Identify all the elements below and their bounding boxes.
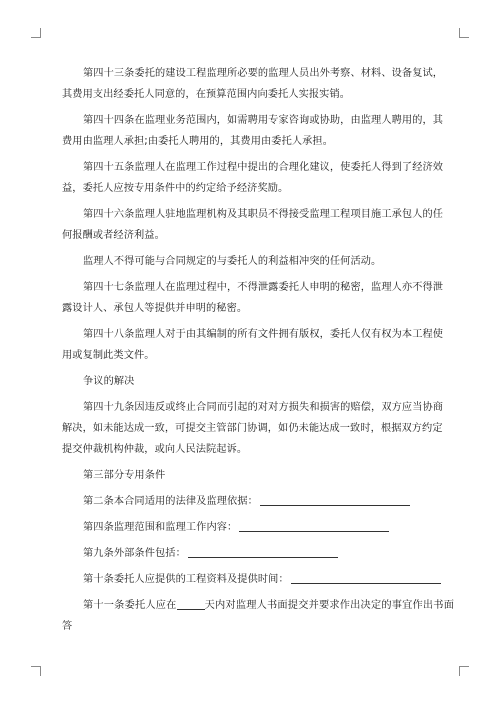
- paragraph-line: 费用由监理人承担;由委托人聘用的，其费用由委托人承担。: [62, 136, 334, 147]
- paragraph-line: 第四十六条监理人驻地监理机构及其职员不得接受监理工程项目施工承包人的任: [83, 209, 444, 220]
- paragraph-line: 第四十四条在监理业务范围内，如需聘用专家咨询或协助，由监理人聘用的，其: [83, 115, 444, 126]
- paragraph-line: 益，委托人应按专用条件中的约定给予经济奖励。: [62, 183, 289, 194]
- clause-paragraph-last: [62, 595, 454, 637]
- paragraph-line: 第三部分专用条件: [83, 470, 166, 481]
- blank-fill-line[interactable]: [188, 546, 338, 558]
- clause-paragraph: [62, 110, 454, 152]
- crop-mark-top-right: [459, 28, 469, 38]
- blank-fill-days[interactable]: [177, 598, 205, 610]
- clause-paragraph: [62, 251, 454, 272]
- blank-fill-line[interactable]: [260, 494, 410, 506]
- fill-in-label: 第二条本合同适用的法律及监理依据：: [83, 496, 258, 507]
- clause-paragraph: [62, 397, 454, 460]
- fill-in-label: 第十条委托人应提供的工程资料及提供时间：: [83, 574, 289, 585]
- clause-paragraph: [62, 277, 454, 319]
- clause-paragraph: [62, 204, 454, 246]
- paragraph-line: 第四十七条监理人在监理过程中，不得泄露委托人申明的秘密，监理人亦不得泄: [83, 282, 444, 293]
- crop-mark-bottom-right: [459, 666, 469, 676]
- paragraph-line: 争议的解决: [83, 376, 135, 387]
- clause-paragraph: [62, 324, 454, 366]
- fill-in-clause: [62, 491, 454, 512]
- paragraph-line: 其费用支出经委托人同意的，在预算范围内向委托人实报实销。: [62, 89, 351, 100]
- paragraph-line: 提交仲裁机构仲裁，或向人民法院起诉。: [62, 444, 248, 455]
- clause-paragraph: [62, 63, 454, 105]
- paragraph-line: 第四十三条委托的建设工程监理所必要的监理人员出外考察、材料、设备复试，: [83, 68, 444, 79]
- clause-paragraph: [62, 157, 454, 199]
- clause-paragraph: [62, 371, 454, 392]
- fill-in-clause: [62, 569, 454, 590]
- clause-text-after: 天内对监理人书面提交并要求作出决定的事宜作出书面答: [62, 600, 454, 632]
- clause-paragraph: [62, 465, 454, 486]
- clause-text-before: 第十一条委托人应在: [83, 600, 177, 611]
- paragraph-line: 监理人不得可能与合同规定的与委托人的利益相冲突的任何活动。: [83, 256, 382, 267]
- paragraph-line: 第四十八条监理人对于由其编制的所有文件拥有版权，委托人仅有权为本工程使: [83, 329, 444, 340]
- paragraph-line: 用或复制此类文件。: [62, 350, 155, 361]
- fill-in-clause: [62, 517, 454, 538]
- fill-in-label: 第九条外部条件包括：: [83, 548, 186, 559]
- paragraph-line: 何报酬或者经济利益。: [62, 230, 165, 241]
- document-body: [62, 63, 454, 642]
- paragraph-line: 解决，如未能达成一致，可提交主管部门协调，如仍未能达成一致时，根据双方约定: [62, 423, 443, 434]
- paragraph-line: 第四十五条监理人在监理工作过程中提出的合理化建议，使委托人得到了经济效: [83, 162, 444, 173]
- crop-mark-bottom-left: [31, 666, 41, 676]
- crop-mark-top-left: [31, 28, 41, 38]
- fill-in-clause: [62, 543, 454, 564]
- paragraph-line: 露设计人、承包人等提供并申明的秘密。: [62, 303, 248, 314]
- blank-fill-line[interactable]: [291, 572, 441, 584]
- fill-in-label: 第四条监理范围和监理工作内容：: [83, 522, 238, 533]
- blank-fill-line[interactable]: [239, 520, 389, 532]
- paragraph-line: 第四十九条因违反或终止合同而引起的对对方损失和损害的赔偿，双方应当协商: [83, 402, 444, 413]
